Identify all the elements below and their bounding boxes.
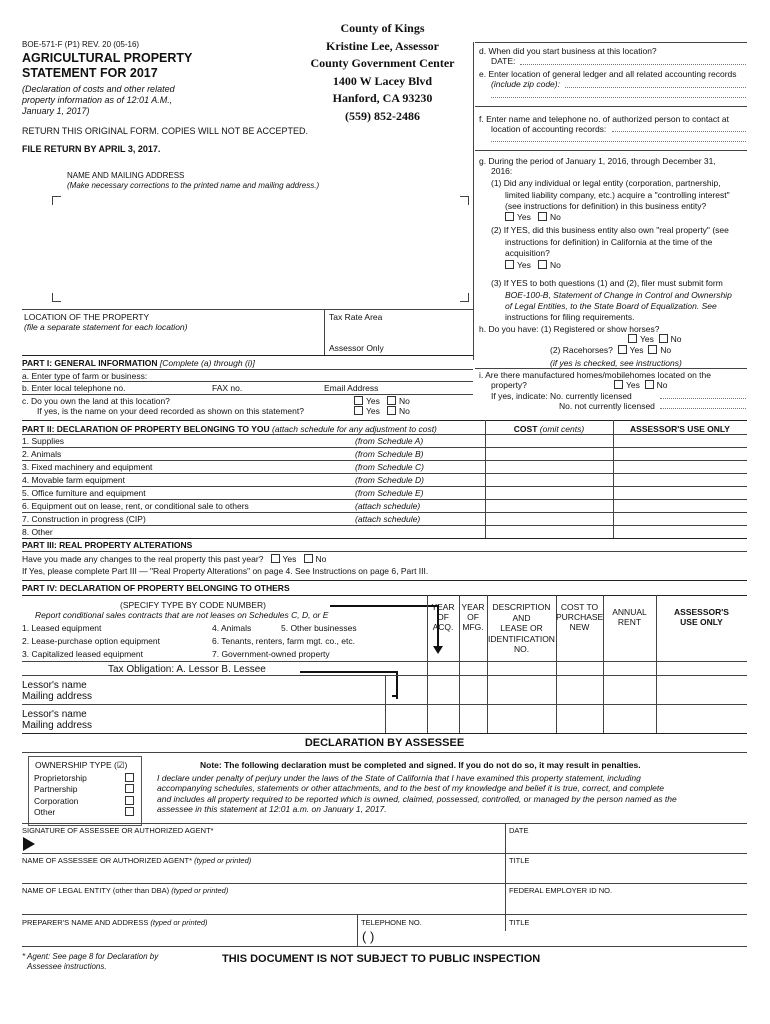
divider [475,368,747,369]
code-3: 3. Capitalized leased equipment [22,649,143,659]
assessor-only-label: Assessor Only [329,343,384,353]
divider [22,499,747,500]
address-window-corner [460,293,469,302]
ledger-location-field[interactable] [565,87,746,88]
divider [22,733,747,734]
part2-heading: PART II: DECLARATION OF PROPERTY BELONGING TO YOU (attach schedule for any adjustment to cost) [22,424,437,434]
col-year-mfg: YEAR OF MFG. [461,602,485,632]
part1-heading: PART I: GENERAL INFORMATION [Complete (a) through (i)] [22,358,255,368]
ownership-type-label: OWNERSHIP TYPE (☑) [35,760,128,770]
part2-cost-field[interactable] [487,461,611,472]
telephone-label: TELEPHONE NO. [361,918,422,927]
question-f-line1: f. Enter name and telephone no. of authorized person to contact at [479,114,729,124]
i-no-checkbox[interactable] [645,380,654,389]
divider [22,394,473,395]
divider [22,538,747,539]
proprietorship-checkbox[interactable] [125,773,134,782]
divider [22,661,747,662]
part2-item-schedule: (from Schedule C) [355,462,424,472]
code-4: 4. Animals [212,623,252,633]
lessor2-address-label: Mailing address [22,720,93,731]
licensed-count-field[interactable] [660,398,746,399]
question-g1-line1: (1) Did any individual or legal entity (corporation, partnership, [491,178,721,188]
g1-yes-checkbox[interactable] [505,212,514,221]
address-window-corner [52,293,61,302]
unlicensed-count-field[interactable] [660,408,746,409]
h1-yes-no: Yes No [628,334,681,344]
other-checkbox[interactable] [125,807,134,816]
question-e-note: (include zip code): [491,79,560,89]
question-h: h. Do you have: (1) Registered or show horses? [479,324,660,334]
question-i-line2: property? [491,380,527,390]
divider [22,369,473,370]
declaration-heading: DECLARATION BY ASSESSEE [304,737,465,749]
c2-yes-no: Yes No [354,406,410,416]
part2-item-schedule: (from Schedule E) [355,488,424,498]
col-cost-new: COST TO PURCHASE NEW [556,602,604,632]
part2-item-label: 5. Office furniture and equipment [22,488,146,498]
mailing-label: NAME AND MAILING ADDRESS [67,171,185,180]
subtitle-line1: (Declaration of costs and other related [22,84,175,94]
mailing-note: (Make necessary corrections to the printed name and mailing address.) [67,181,320,190]
question-e: e. Enter location of general ledger and all related accounting records [479,69,737,79]
right-column-divider [473,42,474,360]
part2-item-schedule: (attach schedule) [355,501,421,511]
part3-question: Have you made any changes to the real property this past year? Yes No [22,554,327,564]
part3-heading: PART III: REAL PROPERTY ALTERATIONS [22,540,193,550]
question-f-line2: location of accounting records: [491,124,607,134]
divider [475,150,747,151]
c2-no-checkbox[interactable] [387,406,396,415]
contact-person-field-line2[interactable] [491,141,746,142]
c1-yes-checkbox[interactable] [354,396,363,405]
preparer-label: PREPARER'S NAME AND ADDRESS (typed or printed) [22,918,208,927]
county-line5: Hanford, CA 93230 [332,91,433,105]
divider [22,512,747,513]
divider [485,420,486,538]
divider [22,853,747,854]
part2-item-label: 2. Animals [22,449,62,459]
col-annual-rent: ANNUAL RENT [612,607,647,627]
subtitle-line3: January 1, 2017) [22,106,90,116]
tax-obligation-arrow-line [300,671,396,673]
partnership-checkbox[interactable] [125,784,134,793]
county-line3: County Government Center [310,56,455,70]
legal-entity-label: NAME OF LEGAL ENTITY (other than DBA) (typed or printed) [22,886,229,895]
address-window-corner [460,196,469,205]
fax-label: FAX no. [212,383,243,393]
g2-no-checkbox[interactable] [538,260,547,269]
question-i-line4: No. not currently licensed [559,401,655,411]
question-i-line1: i. Are there manufactured homes/mobilehomes located on the [479,370,711,380]
county-line6: (559) 852-2486 [345,108,420,123]
location-note: (file a separate statement for each location) [24,322,188,332]
agent-footnote-line1: * Agent: See page 8 for Declaration by [22,952,159,961]
lessor2-name-label: Lessor's name [22,709,87,720]
date-field[interactable] [510,836,746,852]
file-by-date: FILE RETURN BY APRIL 3, 2017. [22,144,161,154]
part4-specify: (SPECIFY TYPE BY CODE NUMBER) [120,600,266,610]
question-g3-line4: instructions for filing requirements. [505,312,635,322]
subtitle-line2: property information as of 12:01 A.M., [22,95,173,105]
return-note: RETURN THIS ORIGINAL FORM. COPIES WILL NOT BE ACCEPTED. [22,126,309,136]
question-d-date-label: DATE: [491,56,516,66]
email-label: Email Address [324,383,379,393]
divider [475,106,747,107]
col-description: DESCRIPTION AND LEASE OR IDENTIFICATION NO. [488,602,555,654]
divider [22,420,747,421]
divider [357,914,358,946]
declaration-note: Note: The following declaration must be completed and signed. If you do not do so, it may result in penalties. [200,760,641,770]
ownership-options: Proprietorship Partnership Corporation Other [34,773,87,817]
divider [22,595,747,596]
part4-report-note: Report conditional sales contracts that are not leases on Schedules C, D, or E [35,610,329,620]
part2-item-label: 8. Other [22,527,53,537]
col-year-acq: YEAR OF ACQ. [431,602,455,632]
preparer-title-label: TITLE [509,918,530,927]
agent-footnote-line2: Assessee instructions. [27,962,107,971]
part1-c1: c. Do you own the land at this location? [22,396,170,406]
signature-field[interactable] [40,836,500,852]
h2-no-checkbox[interactable] [648,345,657,354]
part2-cost-field[interactable] [487,526,611,537]
contact-person-field[interactable] [612,131,746,132]
divider [22,525,747,526]
divider [22,580,747,581]
ledger-location-field-line2[interactable] [491,97,746,98]
divider [22,434,747,435]
form-number: BOE-571-F (P1) REV. 20 (05-16) [22,40,140,49]
address-window-corner [52,196,61,205]
location-label: LOCATION OF THE PROPERTY [24,312,150,322]
assessor-column-header: ASSESSOR'S USE ONLY [630,424,730,434]
part3-yes-checkbox[interactable] [271,554,280,563]
part2-cost-field[interactable] [487,474,611,485]
c1-yes-no: Yes No [354,396,410,406]
title-label: TITLE [509,856,530,865]
divider [613,420,614,538]
part2-item-label: 3. Fixed machinery and equipment [22,462,153,472]
question-g1-line3: (see instructions for definition) in this business entity? [505,201,707,211]
divider [22,823,747,824]
part3-no-checkbox[interactable] [304,554,313,563]
corporation-checkbox[interactable] [125,796,134,805]
fein-label: FEDERAL EMPLOYER ID NO. [509,886,613,895]
start-date-field[interactable] [520,64,746,65]
question-g3-line3: of Legal Entities, to the State Board of Equalization. See [505,301,717,311]
question-g-line1: g. During the period of January 1, 2016, through December 31, [479,156,716,166]
divider [22,704,747,705]
divider [22,355,473,356]
arrow-to-year-column [330,606,438,648]
divider [22,752,747,753]
ownership-checkboxes [125,773,137,818]
part2-cost-field[interactable] [487,435,611,446]
date-label: DATE [509,826,529,835]
col-assessor-use: ASSESSOR'S USE ONLY [674,607,729,627]
part2-item-label: 6. Equipment out on lease, rent, or conditional sale to others [22,501,249,511]
question-g2-line3: acquisition? [505,248,550,258]
question-h-note: (if yes is checked, see instructions) [550,358,682,368]
g2-yes-no: Yes No [505,260,561,270]
declaration-text: I declare under penalty of perjury under the laws of the State of California that I have examined this property statement, including accompanying schedules, statements or other attachments, and to the best of my knowledge and belief it is true, correct, and complete and includes all property required to be reported which is owned, claimed, possessed, controlled, or managed by the person named as the assessee in this statement at 12:01 a.m. on January 1, 2017. [157,773,677,814]
part2-cost-field[interactable] [487,487,611,498]
agent-name-label: NAME OF ASSESSEE OR AUTHORIZED AGENT* (typed or printed) [22,856,252,865]
telephone-field[interactable]: ( ) [362,929,375,944]
part2-item-schedule: (attach schedule) [355,514,421,524]
part3-note: If Yes, please complete Part III — "Real Property Alterations" on page 4. See Instructions on page 6, Part III. [22,566,429,576]
question-h2: (2) Racehorses? Yes No [550,345,672,355]
part2-item-label: 4. Movable farm equipment [22,475,125,485]
i-yes-checkbox[interactable] [614,380,623,389]
code-2: 2. Lease-purchase option equipment [22,636,160,646]
part2-item-schedule: (from Schedule A) [355,436,424,446]
part4-heading: PART IV: DECLARATION OF PROPERTY BELONGING TO OTHERS [22,583,290,593]
c2-yes-checkbox[interactable] [354,406,363,415]
question-i-line3: If yes, indicate: No. currently licensed [491,391,632,401]
county-line1: County of Kings [340,21,425,35]
form-title-line2: STATEMENT FOR 2017 [22,66,158,80]
code-6: 6. Tenants, renters, farm mgt. co., etc. [212,636,355,646]
sign-here-arrow-icon [22,836,36,852]
tax-obligation: Tax Obligation: A. Lessor B. Lessee [108,664,266,675]
divider [22,309,473,310]
part2-cost-field[interactable] [487,448,611,459]
part2-item-label: 7. Construction in progress (CIP) [22,514,146,524]
code-1: 1. Leased equipment [22,623,102,633]
part2-item-schedule: (from Schedule B) [355,449,424,459]
county-line2: Kristine Lee, Assessor [326,38,439,53]
h1-no-checkbox[interactable] [659,334,668,343]
h1-yes-checkbox[interactable] [628,334,637,343]
divider [22,551,747,552]
part1-a: a. Enter type of farm or business: [22,371,148,381]
question-d: d. When did you start business at this location? [479,46,657,56]
divider [22,914,747,915]
question-g2-line1: (2) If YES, did this business entity also own "real property" (see [491,225,729,235]
i-yes-no: Yes No [614,380,667,390]
c1-no-checkbox[interactable] [387,396,396,405]
part1-b: b. Enter local telephone no. [22,383,126,393]
part2-cost-field[interactable] [487,513,611,524]
arrowhead [433,646,443,654]
divider [22,883,747,884]
divider [22,946,747,947]
lessor1-address-label: Mailing address [22,691,93,702]
code-5: 5. Other businesses [281,623,357,633]
cost-column-header: COST (omit cents) [513,424,585,434]
part2-cost-field[interactable] [487,500,611,511]
signature-label: SIGNATURE OF ASSESSEE OR AUTHORIZED AGENT* [22,826,214,835]
g1-no-checkbox[interactable] [538,212,547,221]
form-title-line1: AGRICULTURAL PROPERTY [22,51,193,65]
question-g3-line2: BOE-100-B, Statement of Change in Control and Ownership [505,290,732,300]
county-address-block [300,20,465,125]
g2-yes-checkbox[interactable] [505,260,514,269]
part2-item-label: 1. Supplies [22,436,65,446]
part1-c2: If yes, is the name on your deed recorded as shown on this statement? [37,406,304,416]
g1-yes-no: Yes No [505,212,561,222]
divider [22,486,747,487]
question-g-line2: 2016: [491,166,513,176]
county-line4: 1400 W Lacey Blvd [332,73,433,88]
part2-item-schedule: (from Schedule D) [355,475,424,485]
question-g1-line2: limited liability company, etc.) acquire a "controlling interest" [505,190,730,200]
divider [22,447,747,448]
public-inspection-notice: THIS DOCUMENT IS NOT SUBJECT TO PUBLIC INSPECTION [222,953,541,965]
divider [22,460,747,461]
lessor1-name-label: Lessor's name [22,680,87,691]
h2-yes-checkbox[interactable] [618,345,627,354]
divider [475,42,747,43]
divider [22,473,747,474]
question-g2-line2: instructions for definition) in California at the time of the [505,237,713,247]
divider [22,381,473,382]
code-7: 7. Government-owned property [212,649,330,659]
question-g3-line1: (3) If YES to both questions (1) and (2), filer must submit form [491,278,723,288]
tax-rate-area-label: Tax Rate Area [329,312,383,322]
divider [324,309,325,355]
